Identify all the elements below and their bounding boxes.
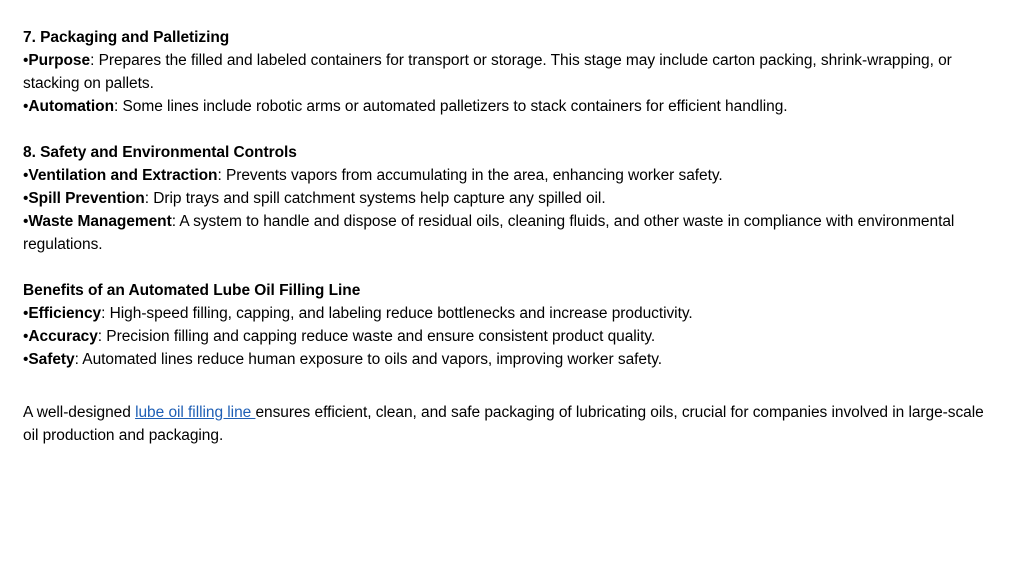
bullet: • — [23, 351, 29, 368]
item-text: : Prevents vapors from accumulating in the area, enhancing worker safety. — [217, 167, 723, 184]
bullet: • — [23, 167, 29, 184]
item-term: Ventilation and Extraction — [28, 167, 218, 184]
list-item — [23, 210, 1001, 256]
section-heading: 8. Safety and Environmental Controls — [23, 144, 297, 161]
item-term: Efficiency — [28, 305, 102, 322]
section-heading: Benefits of an Automated Lube Oil Filling Line — [23, 282, 361, 299]
item-term: Spill Prevention — [28, 190, 145, 207]
bullet: • — [23, 328, 29, 345]
item-text: : Precision filling and capping reduce waste and ensure consistent product quality. — [97, 328, 656, 345]
item-term: Accuracy — [28, 328, 98, 345]
list-item — [23, 164, 1001, 187]
item-text: : Prepares the filled and labeled containers for transport or storage. This stage may include carton packing, shrink-wrapping, or stacking on pallets. — [23, 52, 952, 92]
bullet: • — [23, 190, 29, 207]
list-item — [23, 187, 1001, 210]
section-benefits — [23, 279, 1001, 371]
closing-prefix: A well-designed — [23, 404, 136, 421]
section-heading: 7. Packaging and Palletizing — [23, 29, 230, 46]
item-text: : Some lines include robotic arms or automated palletizers to stack containers for efficient handling. — [114, 98, 788, 115]
list-item — [23, 95, 1001, 118]
section-safety — [23, 141, 1001, 256]
item-text: : Drip trays and spill catchment systems help capture any spilled oil. — [144, 190, 606, 207]
list-item — [23, 49, 1001, 95]
item-term: Safety — [28, 351, 75, 368]
list-item — [23, 302, 1001, 325]
closing-paragraph — [23, 401, 1001, 447]
bullet: • — [23, 213, 29, 230]
bullet: • — [23, 305, 29, 322]
item-text: : Automated lines reduce human exposure to oils and vapors, improving worker safety. — [74, 351, 663, 368]
bullet: • — [23, 98, 29, 115]
list-item — [23, 348, 1001, 371]
closing-suffix: ensures efficient, clean, and safe packaging of lubricating oils, crucial for companies involved in large-scale oil production and packaging. — [23, 404, 984, 444]
list-item — [23, 325, 1001, 348]
bullet: • — [23, 52, 29, 69]
section-packaging — [23, 26, 1001, 118]
item-term: Automation — [28, 98, 114, 115]
item-text: : A system to handle and dispose of residual oils, cleaning fluids, and other waste in compliance with environmental regulations. — [23, 213, 955, 253]
item-term: Purpose — [28, 52, 91, 69]
lube-oil-filling-line-link[interactable]: lube oil filling line — [135, 404, 256, 421]
item-term: Waste Management — [28, 213, 172, 230]
item-text: : High-speed filling, capping, and labeling reduce bottlenecks and increase productivity. — [101, 305, 693, 322]
